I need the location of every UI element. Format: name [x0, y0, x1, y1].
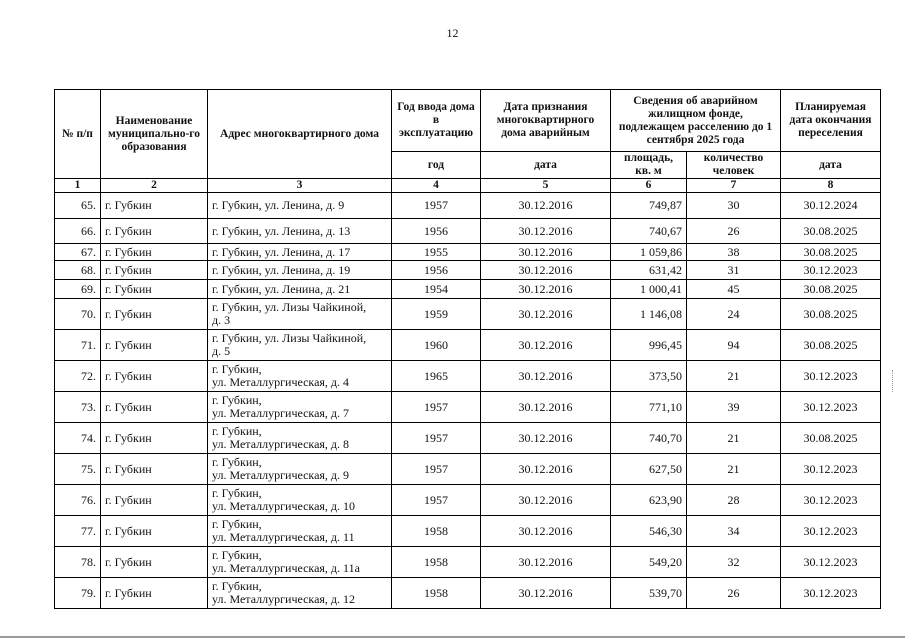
address-cell — [208, 454, 392, 485]
date-cell: 30.12.2016 — [481, 516, 611, 547]
address-line-1: г. Губкин, ул. Лизы Чайкиной, — [212, 300, 367, 314]
emergency-housing-table — [54, 89, 881, 609]
address-line-1: г. Губкин, — [212, 455, 262, 469]
municipality-cell: г. Губкин — [101, 330, 208, 361]
year-cell: 1959 — [392, 299, 481, 330]
table-row — [55, 280, 881, 299]
area-cell: 749,87 — [611, 193, 687, 219]
planned-date-cell: 30.12.2023 — [781, 516, 881, 547]
municipality-cell: г. Губкин — [101, 361, 208, 392]
municipality-cell: г. Губкин — [101, 547, 208, 578]
year-cell: 1955 — [392, 244, 481, 261]
row-number: 65. — [55, 193, 101, 219]
address-line-2: ул. Металлургическая, д. 4 — [212, 375, 350, 389]
address-line-1: г. Губкин, ул. Ленина, д. 19 — [212, 262, 351, 277]
row-number: 72. — [55, 361, 101, 392]
header-sub-planned-date: дата — [781, 152, 881, 179]
address-cell — [208, 280, 392, 299]
area-cell: 771,10 — [611, 392, 687, 423]
planned-date-cell: 30.12.2024 — [781, 193, 881, 219]
year-cell: 1956 — [392, 219, 481, 244]
date-cell: 30.12.2016 — [481, 244, 611, 261]
address-line-1: г. Губкин, — [212, 362, 262, 376]
people-cell: 31 — [687, 261, 781, 280]
header-municipality: Наименование муниципально-го образования — [101, 90, 208, 179]
area-cell: 373,50 — [611, 361, 687, 392]
year-cell: 1960 — [392, 330, 481, 361]
row-number: 66. — [55, 219, 101, 244]
header-address: Адрес многоквартирного дома — [208, 90, 392, 179]
address-cell — [208, 547, 392, 578]
planned-date-cell: 30.08.2025 — [781, 330, 881, 361]
page-number: 12 — [446, 26, 459, 40]
planned-date-cell: 30.12.2023 — [781, 454, 881, 485]
area-cell: 1 146,08 — [611, 299, 687, 330]
date-cell: 30.12.2016 — [481, 361, 611, 392]
municipality-cell: г. Губкин — [101, 261, 208, 280]
planned-date-cell: 30.08.2025 — [781, 299, 881, 330]
year-cell: 1957 — [392, 392, 481, 423]
header-no: № п/п — [55, 90, 101, 179]
planned-date-cell: 30.08.2025 — [781, 280, 881, 299]
column-number: 2 — [101, 179, 208, 193]
year-cell: 1965 — [392, 361, 481, 392]
address-cell — [208, 261, 392, 280]
year-cell: 1958 — [392, 578, 481, 609]
table-row — [55, 299, 881, 330]
header-planned: Планируемая дата окончания переселения — [781, 90, 881, 152]
people-cell: 28 — [687, 485, 781, 516]
municipality-cell: г. Губкин — [101, 454, 208, 485]
date-cell: 30.12.2016 — [481, 547, 611, 578]
header-year-built: Год ввода дома в эксплуатацию — [392, 90, 481, 152]
address-line-2: ул. Металлургическая, д. 12 — [212, 592, 356, 606]
row-number: 70. — [55, 299, 101, 330]
year-cell: 1954 — [392, 280, 481, 299]
table-header — [55, 90, 881, 193]
planned-date-cell: 30.08.2025 — [781, 219, 881, 244]
people-cell: 21 — [687, 423, 781, 454]
year-cell: 1956 — [392, 261, 481, 280]
table-row — [55, 261, 881, 280]
address-line-2: ул. Металлургическая, д. 11а — [212, 561, 360, 575]
address-line-1: г. Губкин, — [212, 424, 262, 438]
date-cell: 30.12.2016 — [481, 454, 611, 485]
planned-date-cell: 30.12.2023 — [781, 547, 881, 578]
row-number: 68. — [55, 261, 101, 280]
area-cell: 546,30 — [611, 516, 687, 547]
address-line-1: г. Губкин, — [212, 517, 262, 531]
column-number: 3 — [208, 179, 392, 193]
date-cell: 30.12.2016 — [481, 299, 611, 330]
table-row — [55, 485, 881, 516]
people-cell: 34 — [687, 516, 781, 547]
address-line-1: г. Губкин, ул. Ленина, д. 9 — [212, 198, 345, 212]
address-line-2: ул. Металлургическая, д. 9 — [212, 468, 350, 482]
header-sub-people: количество человек — [687, 152, 781, 179]
table-row — [55, 454, 881, 485]
column-number: 5 — [481, 179, 611, 193]
area-cell: 539,70 — [611, 578, 687, 609]
planned-date-cell: 30.12.2023 — [781, 392, 881, 423]
address-cell — [208, 578, 392, 609]
column-number: 4 — [392, 179, 481, 193]
municipality-cell: г. Губкин — [101, 423, 208, 454]
people-cell: 30 — [687, 193, 781, 219]
address-cell — [208, 193, 392, 219]
scan-edge-line — [0, 636, 905, 638]
planned-date-cell: 30.12.2023 — [781, 261, 881, 280]
people-cell: 26 — [687, 219, 781, 244]
date-cell: 30.12.2016 — [481, 578, 611, 609]
row-number: 79. — [55, 578, 101, 609]
column-number: 6 — [611, 179, 687, 193]
planned-date-cell: 30.08.2025 — [781, 423, 881, 454]
table-row — [55, 193, 881, 219]
planned-date-cell: 30.12.2023 — [781, 361, 881, 392]
date-cell: 30.12.2016 — [481, 193, 611, 219]
municipality-cell: г. Губкин — [101, 299, 208, 330]
row-number: 76. — [55, 485, 101, 516]
area-cell: 627,50 — [611, 454, 687, 485]
year-cell: 1957 — [392, 423, 481, 454]
address-line-2: д. 5 — [212, 344, 231, 358]
row-number: 69. — [55, 280, 101, 299]
people-cell: 24 — [687, 299, 781, 330]
header-date-emergency: Дата признания многоквартирного дома аварийным — [481, 90, 611, 152]
people-cell: 26 — [687, 578, 781, 609]
row-number: 71. — [55, 330, 101, 361]
date-cell: 30.12.2016 — [481, 219, 611, 244]
people-cell: 21 — [687, 361, 781, 392]
header-sub-year: год — [392, 152, 481, 179]
area-cell: 740,70 — [611, 423, 687, 454]
area-cell: 631,42 — [611, 261, 687, 280]
address-cell — [208, 423, 392, 454]
people-cell: 45 — [687, 280, 781, 299]
column-number: 7 — [687, 179, 781, 193]
address-cell — [208, 330, 392, 361]
planned-date-cell: 30.12.2023 — [781, 578, 881, 609]
address-line-1: г. Губкин, ул. Лизы Чайкиной, — [212, 331, 367, 345]
municipality-cell: г. Губкин — [101, 485, 208, 516]
address-cell — [208, 219, 392, 244]
table-row — [55, 361, 881, 392]
date-cell: 30.12.2016 — [481, 280, 611, 299]
people-cell: 39 — [687, 392, 781, 423]
header-housing-info: Сведения об аварийном жилищном фонде, подлежащем расселению до 1 сентября 2025 года — [611, 90, 781, 152]
date-cell: 30.12.2016 — [481, 423, 611, 454]
table-row — [55, 244, 881, 261]
area-cell: 740,67 — [611, 219, 687, 244]
row-number: 77. — [55, 516, 101, 547]
address-line-1: г. Губкин, ул. Ленина, д. 17 — [212, 244, 351, 259]
area-cell: 1 059,86 — [611, 244, 687, 261]
table-body — [55, 193, 881, 609]
table-row — [55, 330, 881, 361]
address-line-1: г. Губкин, — [212, 486, 262, 500]
people-cell: 38 — [687, 244, 781, 261]
date-cell: 30.12.2016 — [481, 392, 611, 423]
address-line-2: ул. Металлургическая, д. 11 — [212, 530, 355, 544]
address-cell — [208, 485, 392, 516]
year-cell: 1958 — [392, 516, 481, 547]
address-line-2: ул. Металлургическая, д. 8 — [212, 437, 350, 451]
header-sub-area: площадь, кв. м — [611, 152, 687, 179]
address-cell — [208, 516, 392, 547]
table-row — [55, 423, 881, 454]
people-cell: 21 — [687, 454, 781, 485]
address-cell — [208, 392, 392, 423]
table-row — [55, 547, 881, 578]
year-cell: 1957 — [392, 485, 481, 516]
municipality-cell: г. Губкин — [101, 193, 208, 219]
address-line-1: г. Губкин, ул. Ленина, д. 13 — [212, 223, 351, 238]
municipality-cell: г. Губкин — [101, 219, 208, 244]
address-cell — [208, 244, 392, 261]
address-line-1: г. Губкин, — [212, 548, 262, 562]
scan-edge-mark — [892, 370, 895, 392]
table-row — [55, 516, 881, 547]
address-line-1: г. Губкин, ул. Ленина, д. 21 — [212, 281, 351, 296]
municipality-cell: г. Губкин — [101, 392, 208, 423]
municipality-cell: г. Губкин — [101, 516, 208, 547]
area-cell: 1 000,41 — [611, 280, 687, 299]
address-line-2: д. 3 — [212, 313, 231, 327]
year-cell: 1957 — [392, 193, 481, 219]
table-row — [55, 219, 881, 244]
year-cell: 1958 — [392, 547, 481, 578]
row-number: 67. — [55, 244, 101, 261]
column-number: 1 — [55, 179, 101, 193]
date-cell: 30.12.2016 — [481, 485, 611, 516]
address-cell — [208, 299, 392, 330]
date-cell: 30.12.2016 — [481, 330, 611, 361]
row-number: 73. — [55, 392, 101, 423]
area-cell: 623,90 — [611, 485, 687, 516]
planned-date-cell: 30.08.2025 — [781, 244, 881, 261]
row-number: 74. — [55, 423, 101, 454]
row-number: 78. — [55, 547, 101, 578]
row-number: 75. — [55, 454, 101, 485]
address-line-1: г. Губкин, — [212, 579, 262, 593]
people-cell: 94 — [687, 330, 781, 361]
municipality-cell: г. Губкин — [101, 578, 208, 609]
municipality-cell: г. Губкин — [101, 244, 208, 261]
year-cell: 1957 — [392, 454, 481, 485]
planned-date-cell: 30.12.2023 — [781, 485, 881, 516]
address-line-2: ул. Металлургическая, д. 7 — [212, 406, 350, 420]
people-cell: 32 — [687, 547, 781, 578]
area-cell: 549,20 — [611, 547, 687, 578]
area-cell: 996,45 — [611, 330, 687, 361]
municipality-cell: г. Губкин — [101, 280, 208, 299]
address-line-2: ул. Металлургическая, д. 10 — [212, 499, 356, 513]
column-number: 8 — [781, 179, 881, 193]
address-cell — [208, 361, 392, 392]
header-sub-date: дата — [481, 152, 611, 179]
date-cell: 30.12.2016 — [481, 261, 611, 280]
table-row — [55, 392, 881, 423]
table-row — [55, 578, 881, 609]
address-line-1: г. Губкин, — [212, 393, 262, 407]
